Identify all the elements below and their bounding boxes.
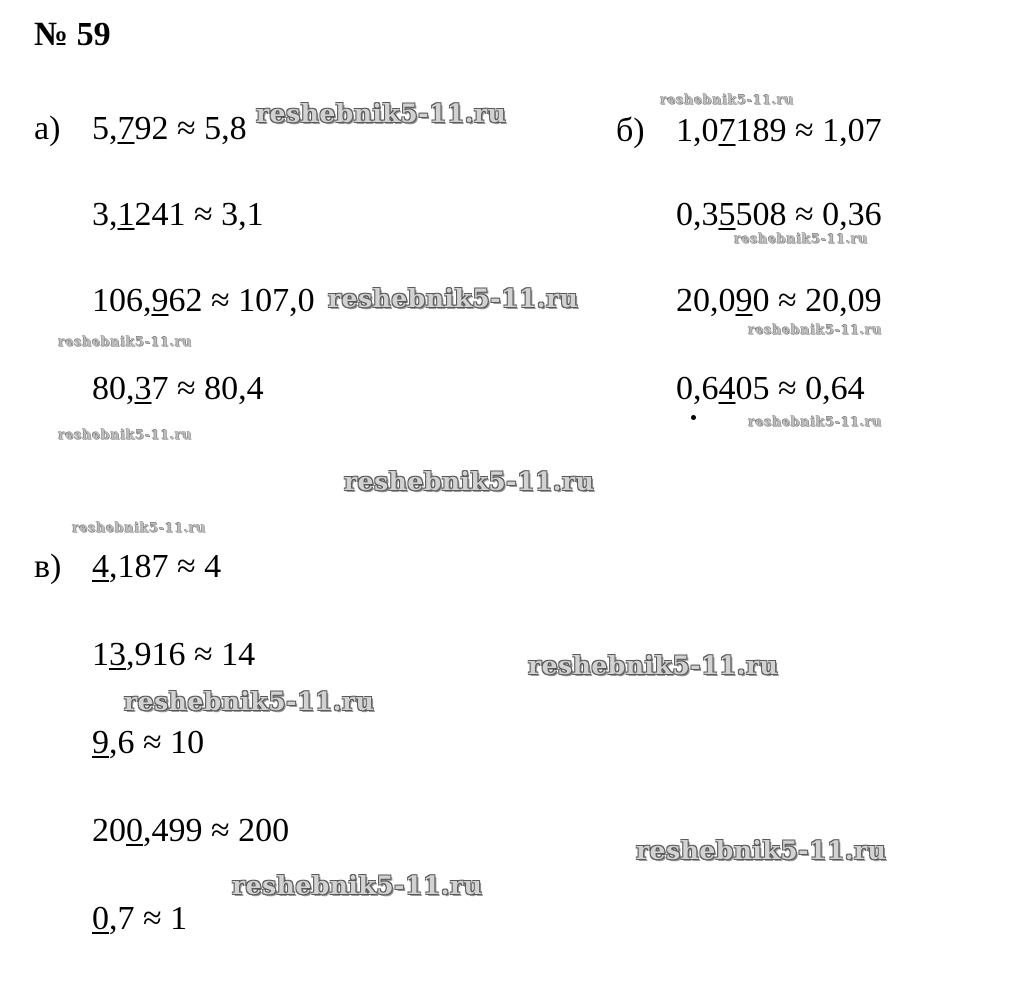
watermark: reshebnik5-11.ru	[748, 323, 883, 338]
equation-b-1: 1,07189 ≈ 1,07	[676, 112, 882, 149]
equation-b-3: 20,090 ≈ 20,09	[676, 282, 882, 319]
underlined-digit: 3	[109, 636, 126, 673]
underlined-digit: 7	[718, 112, 736, 149]
underlined-digit: 1	[117, 196, 135, 233]
watermark: reshebnik5-11.ru	[58, 428, 193, 443]
problem-number: № 59	[34, 16, 111, 53]
underlined-digit: 7	[117, 110, 135, 147]
underlined-digit: 9	[92, 724, 109, 761]
watermark: reshebnik5-11.ru	[124, 687, 375, 716]
watermark: reshebnik5-11.ru	[232, 871, 483, 900]
pen-dot-mark	[691, 415, 696, 420]
equation-v-5: 0,7 ≈ 1	[92, 900, 188, 937]
label-b: б)	[616, 112, 645, 149]
equation-v-1: 4,187 ≈ 4	[92, 548, 222, 585]
watermark: reshebnik5-11.ru	[344, 467, 595, 496]
watermark: reshebnik5-11.ru	[328, 284, 579, 313]
watermark: reshebnik5-11.ru	[734, 232, 869, 247]
label-v: в)	[34, 548, 62, 585]
underlined-digit: 4	[718, 370, 736, 407]
equation-a-2: 3,1241 ≈ 3,1	[92, 196, 264, 233]
equation-b-2: 0,35508 ≈ 0,36	[676, 196, 882, 233]
watermark: reshebnik5-11.ru	[256, 99, 507, 128]
underlined-digit: 4	[92, 548, 109, 585]
underlined-digit: 9	[151, 282, 169, 319]
equation-v-2: 13,916 ≈ 14	[92, 636, 256, 673]
equation-a-1: 5,792 ≈ 5,8	[92, 110, 247, 147]
watermark: reshebnik5-11.ru	[636, 836, 887, 865]
watermark: reshebnik5-11.ru	[660, 93, 795, 108]
underlined-digit: 9	[735, 282, 753, 319]
underlined-digit: 3	[134, 370, 152, 407]
underlined-digit: 5	[718, 196, 736, 233]
equation-v-3: 9,6 ≈ 10	[92, 724, 205, 761]
watermark: reshebnik5-11.ru	[528, 651, 779, 680]
watermark: reshebnik5-11.ru	[72, 521, 207, 536]
equation-a-3: 106,962 ≈ 107,0	[92, 282, 315, 319]
underlined-digit: 0	[92, 900, 109, 937]
watermark: reshebnik5-11.ru	[58, 335, 193, 350]
underlined-digit: 0	[126, 812, 143, 849]
equation-v-4: 200,499 ≈ 200	[92, 812, 290, 849]
watermark: reshebnik5-11.ru	[748, 415, 883, 430]
label-a: а)	[34, 110, 61, 147]
equation-b-4: 0,6405 ≈ 0,64	[676, 370, 865, 407]
equation-a-4: 80,37 ≈ 80,4	[92, 370, 264, 407]
